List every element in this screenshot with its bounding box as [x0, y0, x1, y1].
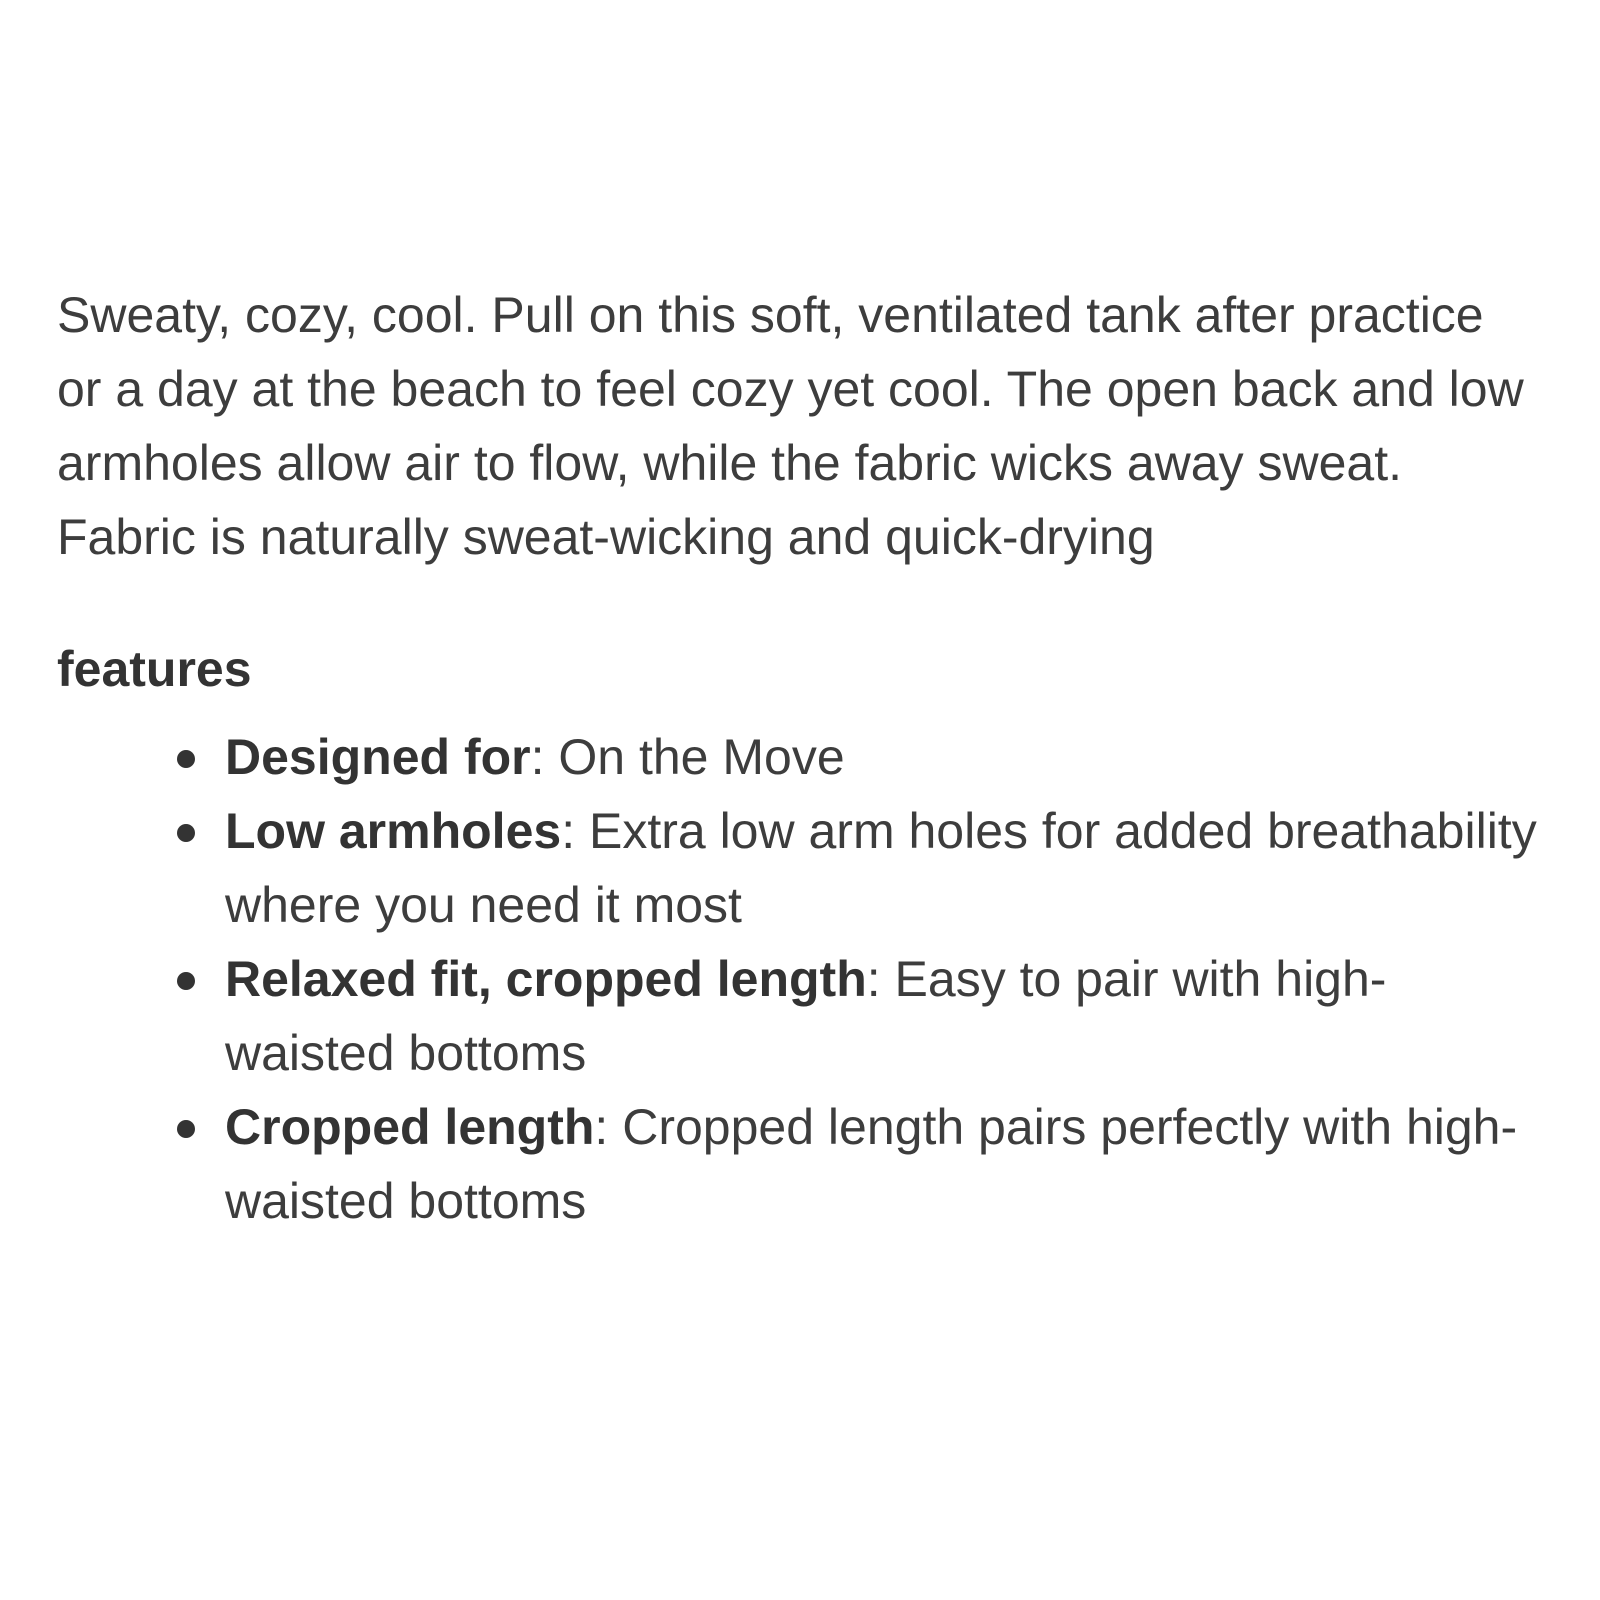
description-paragraph: Sweaty, cozy, cool. Pull on this soft, ventilated tank after practice or a day at the beach to feel cozy yet cool. The open back and low armholes allow air to flow, while the fabric wicks away sweat.	[57, 287, 1524, 491]
feature-separator: :	[561, 803, 589, 859]
list-item	[225, 942, 1540, 1090]
feature-separator: :	[594, 1099, 623, 1155]
feature-name: Low armholes	[225, 803, 562, 859]
feature-name: Cropped length	[225, 1099, 595, 1155]
bullet-icon	[177, 1120, 195, 1138]
feature-list	[57, 720, 1540, 1238]
list-item	[225, 1090, 1540, 1238]
bullet-icon	[177, 750, 195, 768]
features-heading: features	[57, 641, 252, 697]
list-item	[225, 720, 1540, 794]
feature-text: Cropped length pairs perfectly with high-waisted bottoms	[225, 1099, 1518, 1229]
product-description	[57, 278, 1540, 574]
bullet-icon	[177, 972, 195, 990]
feature-name: Relaxed fit, cropped length	[225, 951, 867, 1007]
feature-separator: :	[866, 951, 895, 1007]
bullet-icon	[177, 824, 195, 842]
feature-name: Designed for	[225, 729, 531, 785]
feature-text: Easy to pair with high-waisted bottoms	[225, 951, 1387, 1081]
feature-separator: :	[530, 729, 559, 785]
list-item	[225, 794, 1540, 942]
feature-text: Extra low arm holes for added breathability where you need it most	[225, 803, 1537, 933]
fabric-note: Fabric is naturally sweat-wicking and quick-drying	[57, 509, 1155, 565]
feature-text: On the Move	[558, 729, 845, 785]
